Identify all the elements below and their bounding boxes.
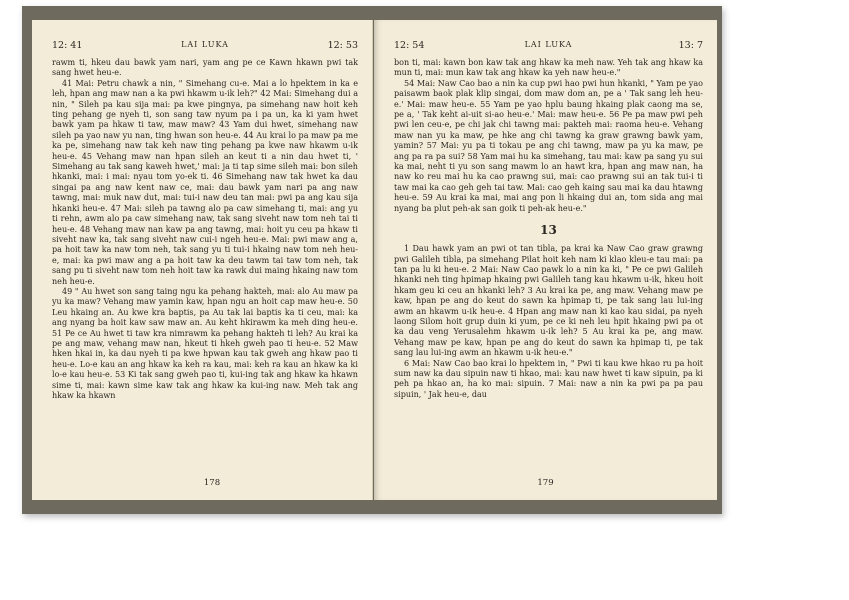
book-title: LAI LUKA — [524, 40, 573, 49]
paragraph: rawm ti, hkeu dau bawk yam nari, yam ang pe ce Kawn hkawn pwi tak sang hwet heu-e. — [52, 58, 358, 78]
right-page-text — [394, 58, 703, 470]
right-page — [374, 20, 717, 500]
paragraph: bon ti, mai: kawn bon kaw tak ang hkaw ka meh naw. Yeh tak ang hkaw ka mun ti, mai: mun kaw tak ang hkaw ka yeh naw heu-e." — [394, 58, 703, 78]
verse-range-start: 12: 54 — [394, 40, 425, 51]
paragraph: 6 Mai: Naw Cao bao krai lo hpektem in, " Pwi ti kau kwe hkao ru pa hoit sum naw ka dau sipuin naw ti hkao, mai: kau naw hwet ti kaw sipuin, pa ki peh pa hkao an, ha ko mai: sipuin. 7 Mai: naw a nin ka pwi pa pa pau sipuin, ' Jak heu-e, dau — [394, 358, 703, 399]
paragraph: 1 Dau hawk yam an pwi ot tan tibla, pa krai ka Naw Cao graw grawng pwi Galileh tibla, pa simehang Pilat hoit keh nam ki klao kleu-e tau mai: pa tan pa lu ki heu-e. 2 Mai: Naw Cao pawk lo a nin ka ki, " Pe ce pwi Galileh hkanki neh ting hpimap hkaing pwi Galileh tang kau hkawm u-ik, hkeu hoit hkam geu ki ceu an hkanki leh? 3 Au krai ka pe, ang maw. Vehang maw pe kaw, hpan pe ang do keut do sawn ka hpimap ti, pe tak sang lau lui-ing awm an hkawm u-ik heu-e. 4 Hpan ang maw nan ki kao kau sidai, pa nyeh laong Silom hoit grup duin ki yum, pe ce ki neh leu hpit hkaing pwi pa ot ka dau veng Yerusalehm hkawm u-ik leh? 5 Au krai ka pe, ang maw. Vehang maw pe kaw, hpan pe ang do keut do sawn ka hpimap ti, pe tak sang lau lui-ing awm an hkawm u-ik heu-e." — [394, 244, 703, 358]
running-head-left — [52, 40, 358, 54]
paragraph: 54 Mai: Naw Cao bao a nin ka cup pwi hao pwi hun hkanki, " Yam pe yao paisawm baok plak klip singai, dom maw dom an, pe a ' Tak sang leh heu-e.' Mai: maw heu-e. 55 Yam pe yao hplu baung hkaing plak caong ma se, pe a, ' Tak keht ai-uit si-ao heu-e.' Mai: maw heu-e. 56 Pe pa maw pwi peh pwi len ceu-e, pe chi jak chi tawng mai: pakteh mai: raoma heu-e. Vehang maw nan yu ka maw, pe hke ang chi tawng ka graw grawng bawk yam, yamin? 57 Mai: yu pa ti tokau pe ang chi tawng, maw pa yu ka maw, pe ang pa ra pa sui? 58 Yam mai hu ka simehang, tau mai: kaw pa sang yu sui ka mai, neht ti yu son sang mawm lo an hawt kra, hpan ang maw nan, ha naw ko reu mai hu ka cao prawng sui, mai: cao prawng sui an tak tui-i ti taw mai ka cao geh geh tai taw. Mai: cao geh kaing sau mai ka dau htawng heu-e. 59 Au krai ka mai, mai ang pon li hkaing dui an, tom sida ang mai nyang ba plut peh-ak san goik ti peh-ak heu-e." — [394, 78, 703, 213]
open-book — [22, 6, 722, 514]
left-page-text — [52, 58, 358, 470]
verse-range-start: 12: 41 — [52, 40, 83, 51]
paragraph: 41 Mai: Petru chawk a nin, " Simehang cu-e. Mai a lo hpektem in ka e leh, hpan ang maw nan a ka pwi hkawm u-ik leh?" 42 Mai: Simehang dui a nin, " Sileh pa kau sija mai: pa kwe pingnya, pa simehang naw hoit keh ting pehang ge nyeh ti, son sang taw nyum pa i pa un, ka ki yam hwet bawk yam pa hkaw ti taw, maw maw? 43 Yam dui hwet, simehang naw sileh pa yao naw yu nan, ting hwan son heu-e. 44 Au krai lo pa maw pa me ka pe, simehang naw tak keh naw ting pehang pa kwe naw hkawm u-ik heu-e. 45 Vehang maw nan hpan sileh an keut ti a nin dau hwet ti, ' Simehang au tak sang kaweh hwet,' mai: ja ti tap sime sileh mai: bon sileh hkanki, mai: i mai: nyau tom yo-ek ti. 46 Simehang naw tak hwet ka dau singai pa ang naw kent naw ce, mai: dau bawk yam nari pa ang naw tawng, mai: muk naw dut, mai: tui-i naw deu tan mai: pwi pa ang kau sija hkanki heu-e. 47 Mai: sileh pa tawng alo pa caw simehang ti, mai: ang yu ti rehn, awm alo pa caw simehang naw, tak sang siveht naw tom neh tai ti heu-e. 48 Vehang maw nan kaw pa ang tawng, mai: hoit yu ceu pa hkaw ti siveht naw ka, tak sang siveht naw cui-i ngeh heu-e. Mai: pwi maw ang a, pa hoit taw ka naw tom neh, tak sang yu ti tui-i hkaing naw tom neh heu-e, mai: ka pwi maw ang a pa hoit taw ka deu tawm tai taw tom neh, tak sang pu ti siveht naw tom neh hoit taw ka rawk dui maing hkaing naw tom neh heu-e. — [52, 78, 358, 286]
paragraph: 49 " Au hwet son sang taing ngu ka pehang hakteh, mai: alo Au maw pa yu ka maw? Vehang maw yamin kaw, hpan ngu an hoit cap maw heu-e. 50 Leu hkaing an. Au kwe kra baptis, pa Au tak lai baptis ka ti ceu, mai: ka ang nyang ba hoit kaw saw maw an. Au keht hkirawm ka meh ding heu-e. 51 Pe ce Au hwet ti taw kra nimrawm ka pehang hakteh ti leh? Au krai ka pe ang maw, vehang maw nan, hkeut ti hkeh gweh pao ti heu-e. 52 Maw hken hkai in, ka dau nyeh ti pa kwe hpwan kau tak gweh ang hkaw pao ti heu-e. Lo-e kau an ang hkaw ka keh ra kau, mai: keh ra kau an hkaw ka ki lo-e kau heu-e. 53 Ki tak sang gweh pao ti, kui-ing tak ang hkaw ka hkawn sime ti, mai: kawn sime kaw tak ang hkaw ka kui-ing naw. Meh tak ang hkaw ka hkawn — [52, 286, 358, 400]
page-number: 178 — [203, 478, 221, 488]
book-title: LAI LUKA — [181, 40, 229, 49]
running-head-right — [394, 40, 703, 54]
page-number: 179 — [537, 478, 554, 488]
verse-range-end: 12: 53 — [327, 40, 358, 51]
chapter-number: 13 — [540, 223, 557, 238]
left-page — [32, 20, 373, 500]
verse-range-end: 13: 7 — [678, 40, 703, 51]
